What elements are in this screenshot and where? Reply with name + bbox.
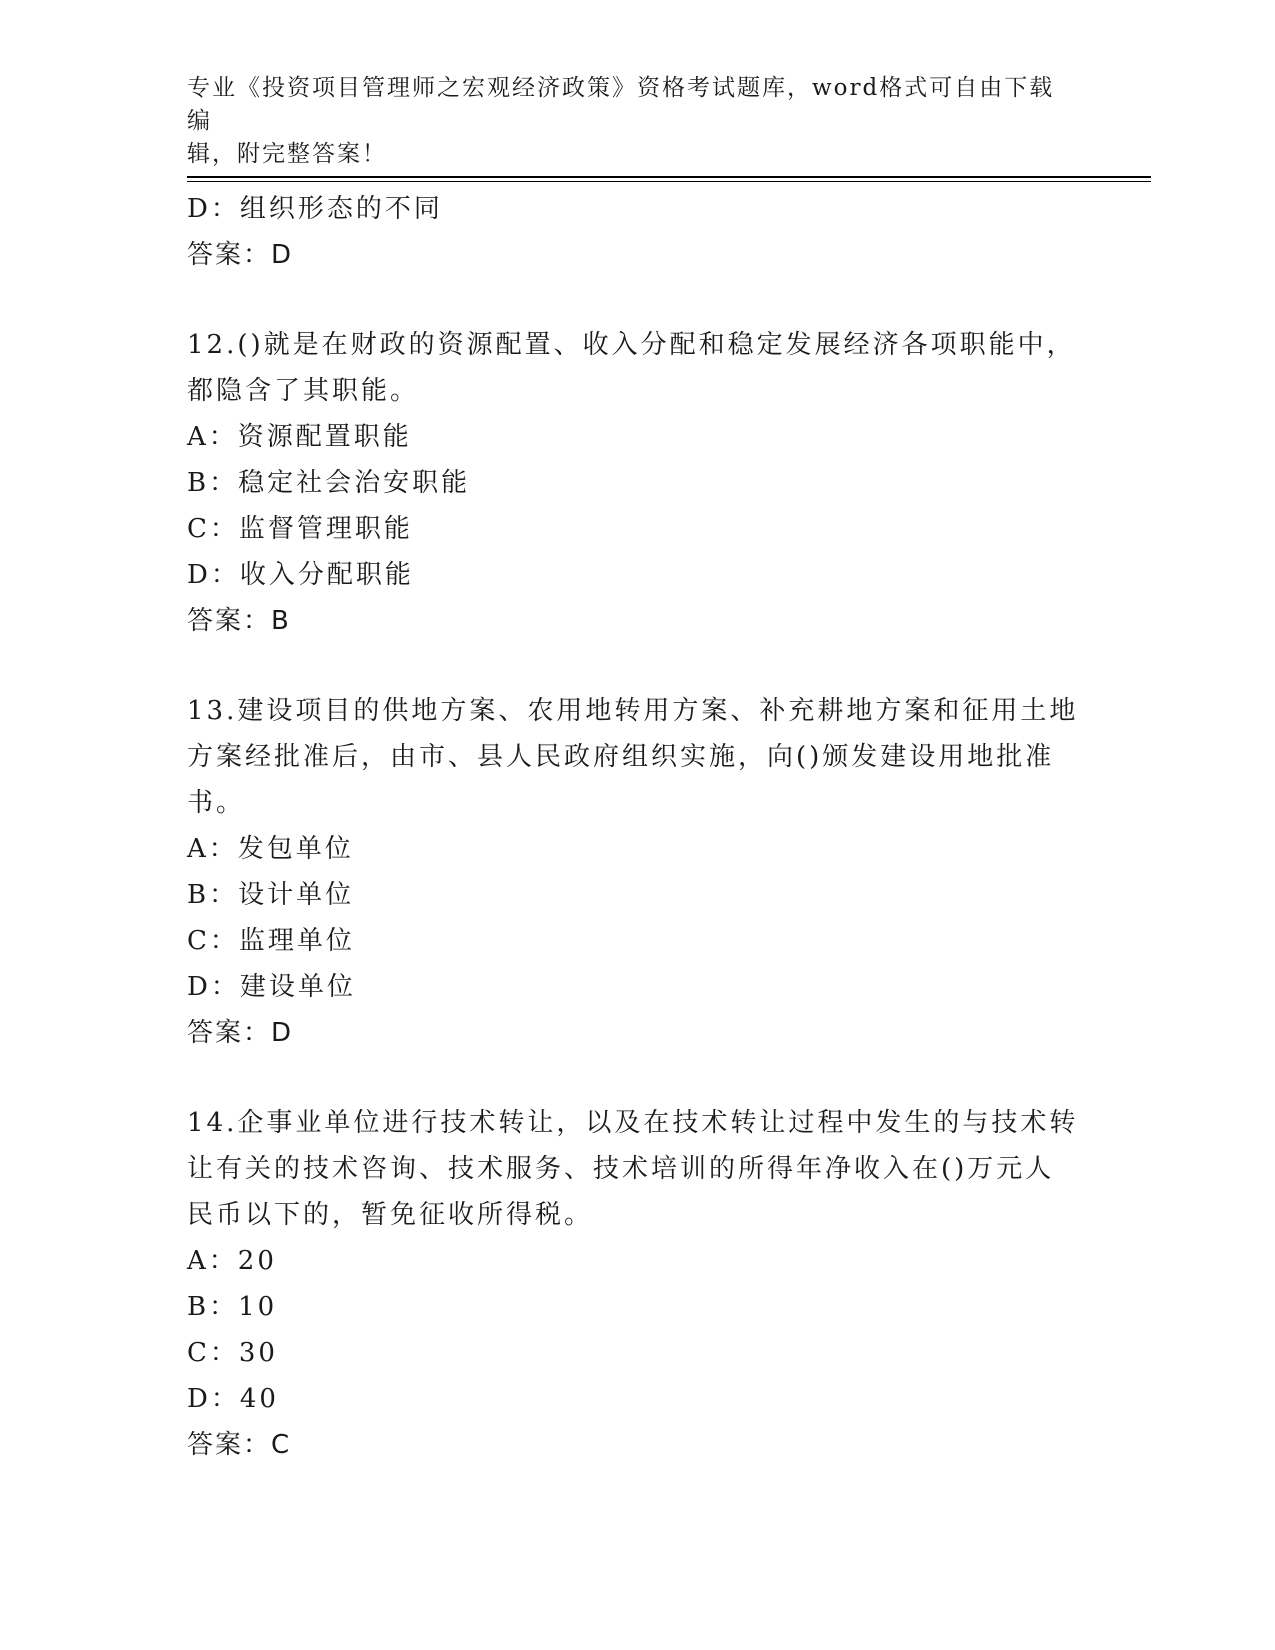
option-b: B：10 xyxy=(187,1292,278,1322)
answer-line: 答案：D xyxy=(187,240,294,270)
answer-line: 答案：B xyxy=(187,606,291,636)
option-d: D：收入分配职能 xyxy=(187,560,414,590)
question-content xyxy=(187,186,1087,1468)
question-stem-line: 让有关的技术咨询、技术服务、技术培训的所得年净收入在()万元人 xyxy=(187,1154,1055,1184)
option-c: C：30 xyxy=(187,1338,278,1368)
question-spacer xyxy=(187,644,1087,688)
question-stem-line: 14.企事业单位进行技术转让，以及在技术转让过程中发生的与技术转 xyxy=(187,1108,1079,1138)
option-c: C：监理单位 xyxy=(187,926,355,956)
answer-line: 答案：C xyxy=(187,1430,292,1460)
question-block-12 xyxy=(187,322,1087,644)
question-block-prev xyxy=(187,186,1087,278)
option-d: D：40 xyxy=(187,1384,279,1414)
option-c: C：监督管理职能 xyxy=(187,514,413,544)
question-block-13 xyxy=(187,688,1087,1056)
option-a: A：资源配置职能 xyxy=(187,422,412,452)
question-stem-line: 13.建设项目的供地方案、农用地转用方案、补充耕地方案和征用土地 xyxy=(187,696,1079,726)
question-block-14 xyxy=(187,1100,1087,1468)
option-a: A：发包单位 xyxy=(187,834,354,864)
header-line-2: 辑，附完整答案！ xyxy=(187,141,387,167)
document-header xyxy=(187,72,1077,171)
question-spacer xyxy=(187,278,1087,322)
header-rule-thick xyxy=(187,176,1151,178)
option-a: A：20 xyxy=(187,1246,277,1276)
answer-line: 答案：D xyxy=(187,1018,294,1048)
option-b: B：设计单位 xyxy=(187,880,355,910)
option-b: B：稳定社会治安职能 xyxy=(187,468,471,498)
question-stem-line: 12.()就是在财政的资源配置、收入分配和稳定发展经济各项职能中， xyxy=(187,330,1076,360)
question-spacer xyxy=(187,1056,1087,1100)
question-stem-line: 方案经批准后，由市、县人民政府组织实施，向()颁发建设用地批准 xyxy=(187,742,1055,772)
question-stem-line: 民币以下的，暂免征收所得税。 xyxy=(187,1200,594,1230)
header-line-1: 专业《投资项目管理师之宏观经济政策》资格考试题库，word格式可自由下载编 xyxy=(187,75,1055,134)
header-rule-thin xyxy=(187,181,1151,182)
question-stem-line: 书。 xyxy=(187,788,246,818)
option-d: D：组织形态的不同 xyxy=(187,194,443,224)
option-d: D：建设单位 xyxy=(187,972,356,1002)
question-stem-line: 都隐含了其职能。 xyxy=(187,376,420,406)
